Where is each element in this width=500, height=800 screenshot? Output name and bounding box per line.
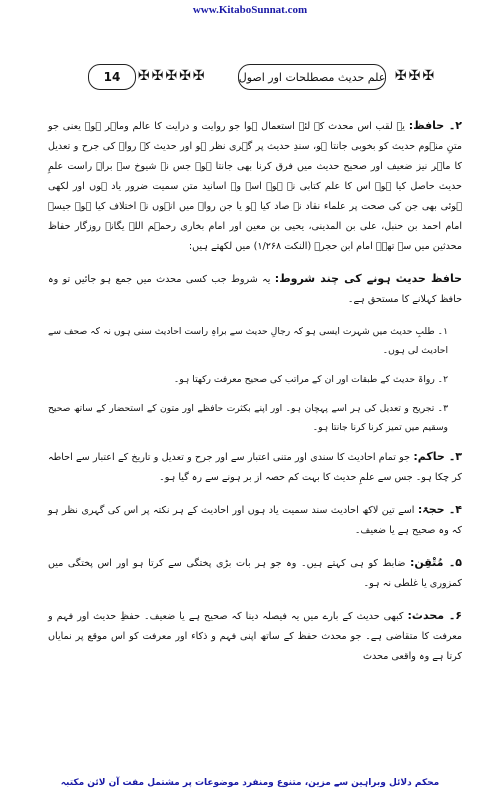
paragraph-mutqin (48, 553, 462, 594)
paragraph-hafiz (48, 116, 462, 257)
heading-mutqin: ۵۔ مُتْقِن: (409, 556, 462, 569)
header-ornament-right: ✠✠✠ (395, 68, 437, 84)
chapter-title: علم حدیث مصطلحات اور اصول (238, 70, 386, 84)
page-number: 14 (103, 70, 121, 84)
heading-conditions: حافظ حدیث ہونے کی چند شروط: (274, 272, 462, 285)
paragraph-hujjah (48, 500, 462, 541)
text-muhaddith: کبھی حدیث کے بارے میں یہ فیصلہ دینا کہ صحیح ہے یا ضعیف۔ حفظِ حدیث اور فہم و معرفت کا متقاضی ہے۔ جو محدث حفظ کے ساتھ اپنی فہم و ذکاء اور معرفت کو اس موقع پر نمایاں کرتا ہے وہ واقعی محدث (48, 611, 462, 662)
paragraph-conditions (48, 269, 462, 310)
text-hujjah: اسے تین لاکھ احادیث سند سمیت یاد ہوں اور احادیث کے ہر نکتہ پر اس کی گہری نظر ہو کہ وہ صحیح ہے یا ضعیف۔ (48, 505, 462, 536)
paragraph-hakim (48, 447, 462, 488)
paragraph-muhaddith (48, 606, 462, 667)
heading-hafiz: ۲۔ حافظ: (408, 119, 462, 132)
text-conditions: یہ شروط جب کسی محدث میں جمع ہو جائیں تو وہ حافظ کہلانے کا مستحق ہے۔ (48, 274, 462, 305)
site-url[interactable]: www.KitaboSunnat.com (192, 4, 308, 16)
heading-hakim: ۳۔ حاکم: (413, 450, 462, 463)
heading-hujjah: ۴۔ حجۃ: (417, 503, 462, 516)
heading-muhaddith: ۶۔ محدث: (407, 609, 462, 622)
text-mutqin: ضابط کو ہی کہتے ہیں۔ وہ جو ہر بات بڑی پختگی سے کرتا ہو اور اس پختگی میں کمزوری یا غلطی نہ ہو۔ (48, 558, 462, 589)
chapter-title-frame (238, 64, 386, 90)
list-item: ۳۔ تجریح و تعدیل کی ہر اسے پہچان ہو۔ اور اپنے بکثرت حافظے اور متون کے استحضار کے ساتھ صحیح وسقیم میں تمیز کرنا کرنا جانتا ہو۔ (48, 403, 448, 433)
text-hafiz: یہ لقب اس محدث کے لئے استعمال ہوا جو روایت و درایت کا عالم وماہر ہو۔ یعنی جو متنِ منہوم حدیث کو بخوبی جانتا ہو، سندِ حدیث پر گہری نظر ہو اور حدیث کے رواۃ کی جرح و تعدیل کا ماہر نیز ضعیف اور صحیح حدیث میں فرق کرنا بھی جانتا ہو۔ جس نے شیوخ سے براہِ راست علمِ حدیث حاصل کیا ہو۔ اس کا علم کتابی نہ ہو۔ اسے وہ اسانید متن سمیت ضرور یاد ہوں اور لکھی ہوئی بھی جن کی صحت پر علماء نقاد نے صاد کیا ہو یا جن رواۃ میں انہوں نے اختلاف کیا ہو۔ جیسے امام احمد بن حنبل، علی بن المدینی، یحیی بن معین اور امام بخاری رحمہم اللہ یگانہ روزگار حفاظ محدثین میں سے تھے۔ امام ابن حجرؒ (النکت ۱/۲۶۸) میں لکھتے ہیں: (48, 121, 462, 252)
footer-banner[interactable]: محکم دلائل وبراہین سے مزین، متنوع ومنفرد موضوعات پر مشتمل مفت آن لائن مکتبہ (60, 778, 440, 788)
page-number-frame (88, 64, 136, 90)
header-ornament-left: ✠✠✠✠✠ (138, 68, 207, 84)
list-item: ۲۔ رواۃ حدیث کے طبقات اور ان کے مراتب کی صحیح معرفت رکھتا ہو۔ (173, 374, 448, 385)
text-hakim: جو تمام احادیث کا سندی اور متنی اعتبار سے اور جرح و تعدیل و تاریخ کے اعتبار سے احاطہ کر چکا ہو۔ جس سے علمِ حدیث کا بہت کم حصہ از بر ہونے سے رہ گیا ہو۔ (48, 452, 462, 483)
list-item: ۱۔ طلبِ حدیث میں شہرت ایسی ہو کہ رجالِ حدیث سے براہِ راست احادیث سنی ہوں نہ کہ صحف سے احادیث لی ہوں۔ (48, 326, 448, 356)
page-content (48, 116, 462, 679)
